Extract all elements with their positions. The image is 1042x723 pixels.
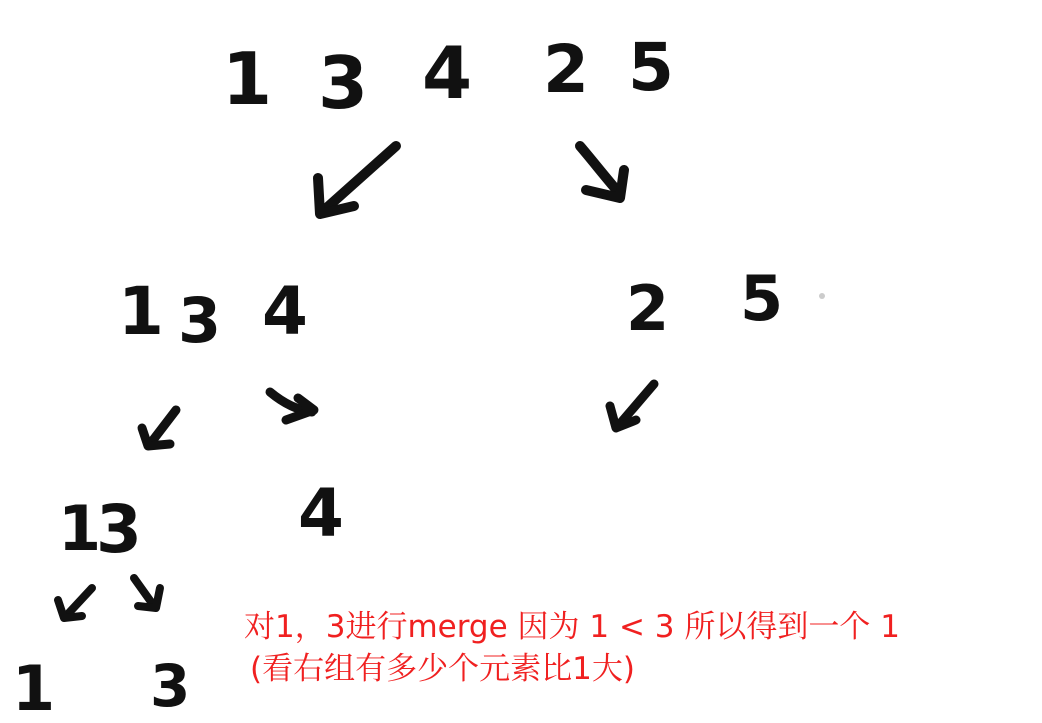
stray-dot [819, 293, 825, 299]
left-left-subarray [58, 491, 142, 568]
root-left-arrow [318, 146, 396, 214]
left-left-arrow [142, 410, 176, 446]
annotation-line-1: 对1，3进行merge 因为 1 < 3 所以得到一个 1 [244, 609, 900, 645]
ll-digit-3: 3 [96, 491, 142, 568]
leaf-row [12, 652, 190, 723]
left-digit-1: 1 [118, 273, 164, 350]
ll-left-arrow [58, 588, 92, 618]
root-digit-2: 2 [543, 31, 589, 108]
lr-digit-4: 4 [298, 475, 344, 552]
annotation-line-2: (看右组有多少个元素比1大) [250, 651, 635, 687]
leaf-digit-3: 3 [150, 652, 191, 720]
left-right-subarray [298, 475, 344, 552]
root-right-arrow [580, 146, 624, 198]
root-digit-1: 1 [222, 37, 273, 121]
left-subarray [118, 273, 308, 357]
right-digit-2: 2 [626, 272, 670, 345]
ll-digit-1: 1 [58, 492, 102, 565]
root-digit-5: 5 [628, 29, 674, 106]
left-right-arrow [270, 392, 314, 420]
right-digit-5: 5 [740, 262, 784, 335]
root-digit-4: 4 [422, 31, 473, 115]
left-digit-3: 3 [178, 284, 222, 357]
leaf-digit-1: 1 [12, 652, 56, 723]
right-subarray [626, 262, 783, 345]
left-digit-4: 4 [262, 273, 308, 350]
right-down-arrow [610, 384, 654, 428]
root-array [222, 29, 674, 125]
ll-right-arrow [134, 578, 160, 608]
root-digit-3: 3 [318, 41, 369, 125]
